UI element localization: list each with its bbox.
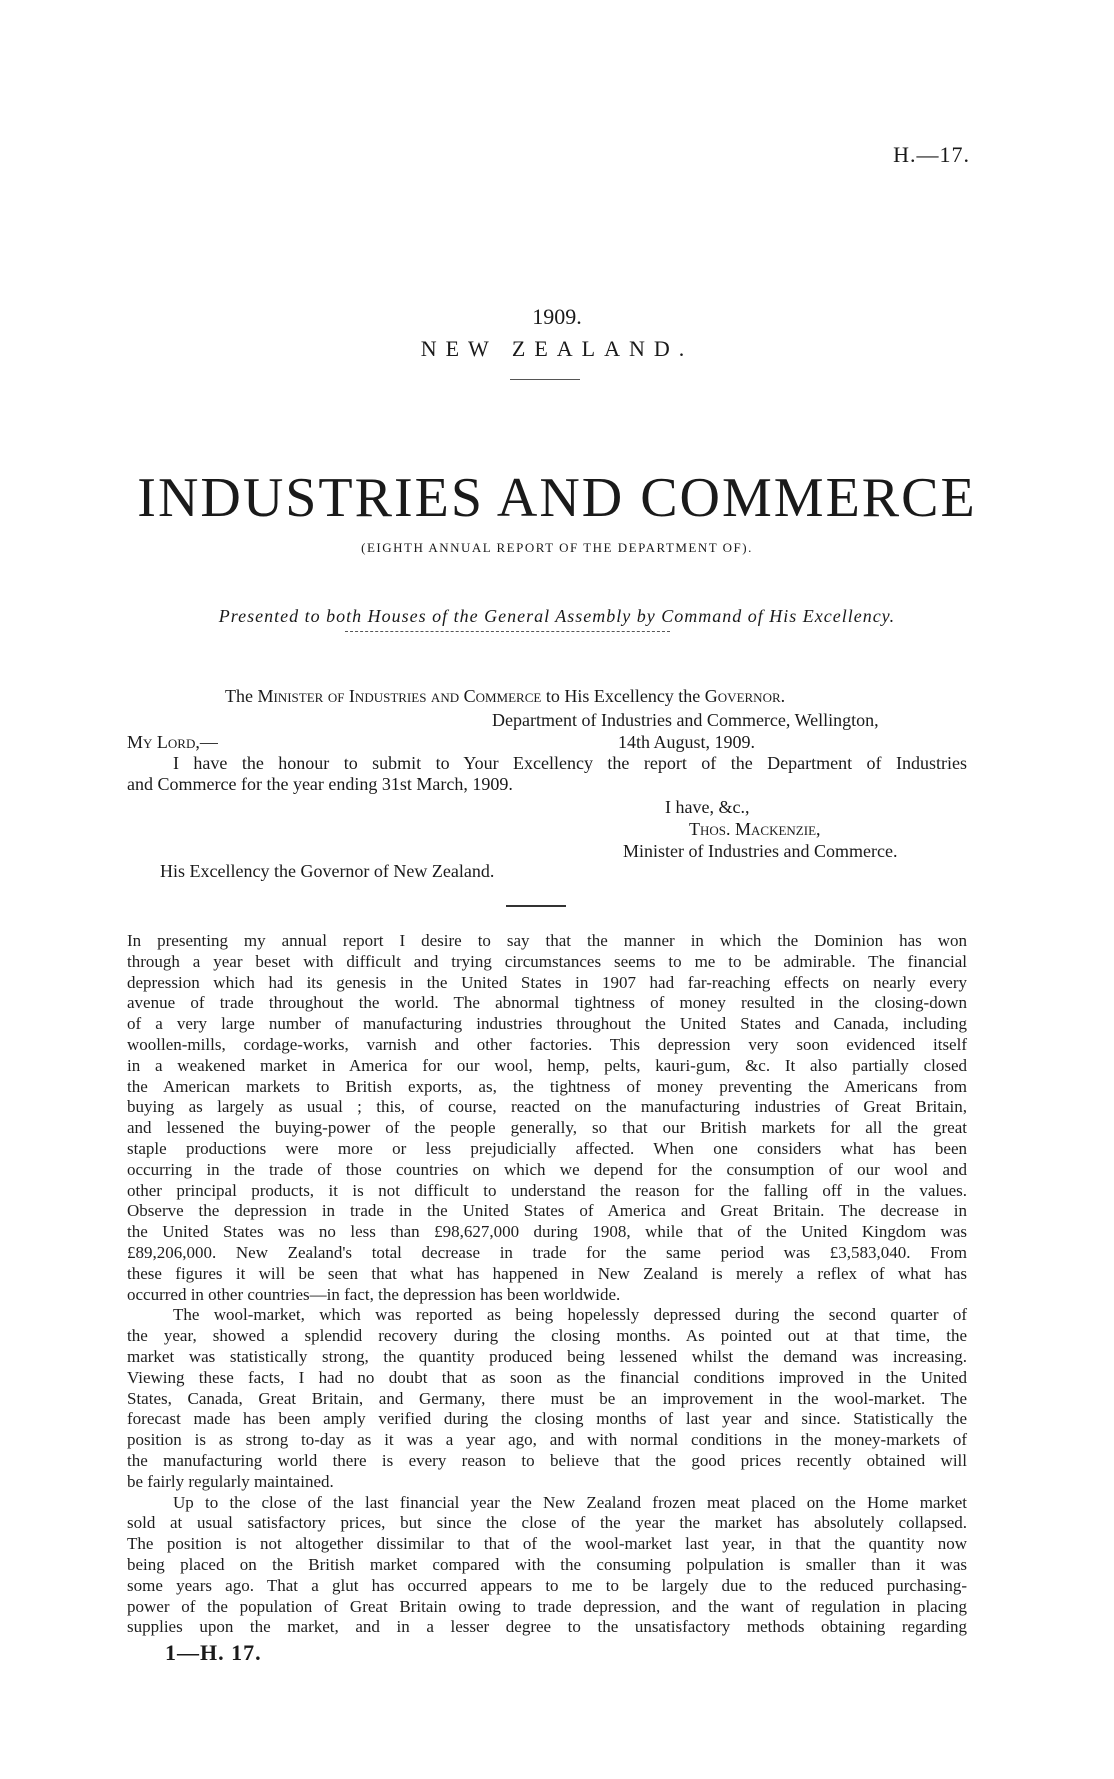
letter-line-1: I have the honour to submit to Your Excellency the report of the Department of Industries xyxy=(173,753,967,773)
body-line: through a year beset with difficult and trying circumstances seems to me to be admirable. The financial xyxy=(127,951,967,971)
country-heading: NEW ZEALAND. xyxy=(420,336,694,361)
divider xyxy=(510,379,580,380)
address-the: The xyxy=(225,686,253,706)
body-line: woollen-mills, cordage-works, varnish and other factories. This depression very soon evidenced itself xyxy=(127,1034,967,1054)
signature-last: Mackenzie, xyxy=(735,819,821,839)
report-body xyxy=(127,931,967,1638)
body-line: occurred in other countries—in fact, the depression has been worldwide. xyxy=(127,1284,621,1304)
body-line: The wool-market, which was reported as being hopelessly depressed during the second quarter of xyxy=(173,1305,967,1325)
body-line: some years ago. That a glut has occurred appears to me to be largely due to the reduced purchasing- xyxy=(127,1575,967,1595)
signature-first: Thos. xyxy=(689,819,731,839)
divider-dashed xyxy=(345,631,670,632)
address-to: to His Excellency the xyxy=(545,686,701,706)
body-line: supplies upon the market, and in a lesser degree to the unsatisfactory methods obtaining regarding xyxy=(127,1617,967,1637)
body-line: being placed on the British market compared with the consuming polpulation is smaller than it was xyxy=(127,1554,967,1574)
report-year: 1909. xyxy=(532,304,582,329)
body-line: buying as largely as usual ; this, of course, reacted on the manufacturing industries of Great Britain, xyxy=(127,1097,967,1117)
body-line: Up to the close of the last financial year the New Zealand frozen meat placed on the Home market xyxy=(173,1492,967,1512)
body-line: Viewing these facts, I had no doubt that as soon as the financial conditions improved in the United xyxy=(127,1367,967,1387)
body-line: in a weakened market in America for our wool, hemp, pelts, kauri-gum, &c. It also partially closed xyxy=(127,1055,967,1075)
body-line: market was statistically strong, the quantity produced being lessened whilst the demand was increasing. xyxy=(127,1346,967,1366)
body-line: the year, showed a splendid recovery during the closing months. As pointed out at that time, the xyxy=(127,1326,967,1346)
paragraph-2 xyxy=(127,1305,967,1492)
signature-title: Minister of Industries and Commerce. xyxy=(623,841,898,861)
body-line: The position is not altogether dissimilar to that of the wool-market last year, in that the quantity now xyxy=(127,1534,967,1554)
letter-salutation: My Lord,— xyxy=(127,732,218,752)
body-line: States, Canada, Great Britain, and Germany, there must be an improvement in the wool-market. The xyxy=(127,1388,967,1408)
paragraph-1 xyxy=(127,931,967,1305)
body-line: the American markets to British exports, as, the tightness of money preventing the Americans from xyxy=(127,1076,967,1096)
letter-date: 14th August, 1909. xyxy=(618,732,756,752)
letter-signature xyxy=(689,819,821,840)
body-line: these figures it will be seen that what has happened in New Zealand is merely a reflex of what has xyxy=(127,1263,967,1283)
letter-department: Department of Industries and Commerce, Wellington, xyxy=(492,710,879,730)
report-title: INDUSTRIES AND COMMERCE xyxy=(137,467,977,529)
body-line: of a very large number of manufacturing industries throughout the United States and Canada, including xyxy=(127,1014,967,1034)
letter-recipient: His Excellency the Governor of New Zealand. xyxy=(160,861,495,881)
body-line: forecast made has been amply verified during the closing months of last year and since. Statistically the xyxy=(127,1409,967,1429)
body-line: avenue of trade throughout the world. The abnormal tightness of money resulted in the closing-down xyxy=(127,993,967,1013)
body-line: position is as strong to-day as it was a year ago, and with normal conditions in the money-markets of xyxy=(127,1430,967,1450)
letter-address xyxy=(225,686,785,707)
letter-closing: I have, &c., xyxy=(665,797,750,817)
letter-line-2: and Commerce for the year ending 31st March, 1909. xyxy=(127,774,513,794)
presented-line: Presented to both Houses of the General Assembly by Command of His Excellency. xyxy=(218,606,896,626)
body-line: power of the population of Great Britain owing to trade depression, and the want of regulation in placing xyxy=(127,1596,967,1616)
body-line: the manufacturing world there is every reason to believe that the good prices recently obtained will xyxy=(127,1450,967,1470)
address-governor: Governor xyxy=(704,686,781,706)
page-reference: H.—17. xyxy=(893,142,970,167)
body-line: £89,206,000. New Zealand's total decrease in trade for the same period was £3,583,040. From xyxy=(127,1242,967,1262)
divider-bold xyxy=(506,905,566,907)
body-line: In presenting my annual report I desire to say that the manner in which the Dominion has won xyxy=(127,931,967,950)
body-line: the United States was no less than £98,627,000 during 1908, while that of the United Kingdom was xyxy=(127,1222,967,1242)
address-end: . xyxy=(780,686,786,706)
body-line: depression which had its genesis in the United States in 1907 had far-reaching effects on nearly every xyxy=(127,972,967,992)
paragraph-3 xyxy=(127,1493,967,1639)
report-subtitle: (EIGHTH ANNUAL REPORT OF THE DEPARTMENT OF). xyxy=(361,540,753,555)
address-minister: Minister of Industries and Commerce xyxy=(257,686,542,706)
body-line: other principal products, it is not difficult to understand the reason for the falling off in the values. xyxy=(127,1180,967,1200)
body-line: Observe the depression in trade in the United States of America and Great Britain. The decrease in xyxy=(127,1201,967,1221)
page-footer: 1—H. 17. xyxy=(165,1640,262,1665)
body-line: and lessened the buying-power of the people generally, so that our British markets for all the great xyxy=(127,1118,967,1138)
body-line: sold at usual satisfactory prices, but since the close of the year the market has absolutely collapsed. xyxy=(127,1513,967,1533)
body-line: staple productions were more or less prejudicially affected. When one considers what has been xyxy=(127,1138,967,1158)
body-line: be fairly regularly maintained. xyxy=(127,1471,334,1491)
body-line: occurring in the trade of those countries on which we depend for the consumption of our wool and xyxy=(127,1159,967,1179)
